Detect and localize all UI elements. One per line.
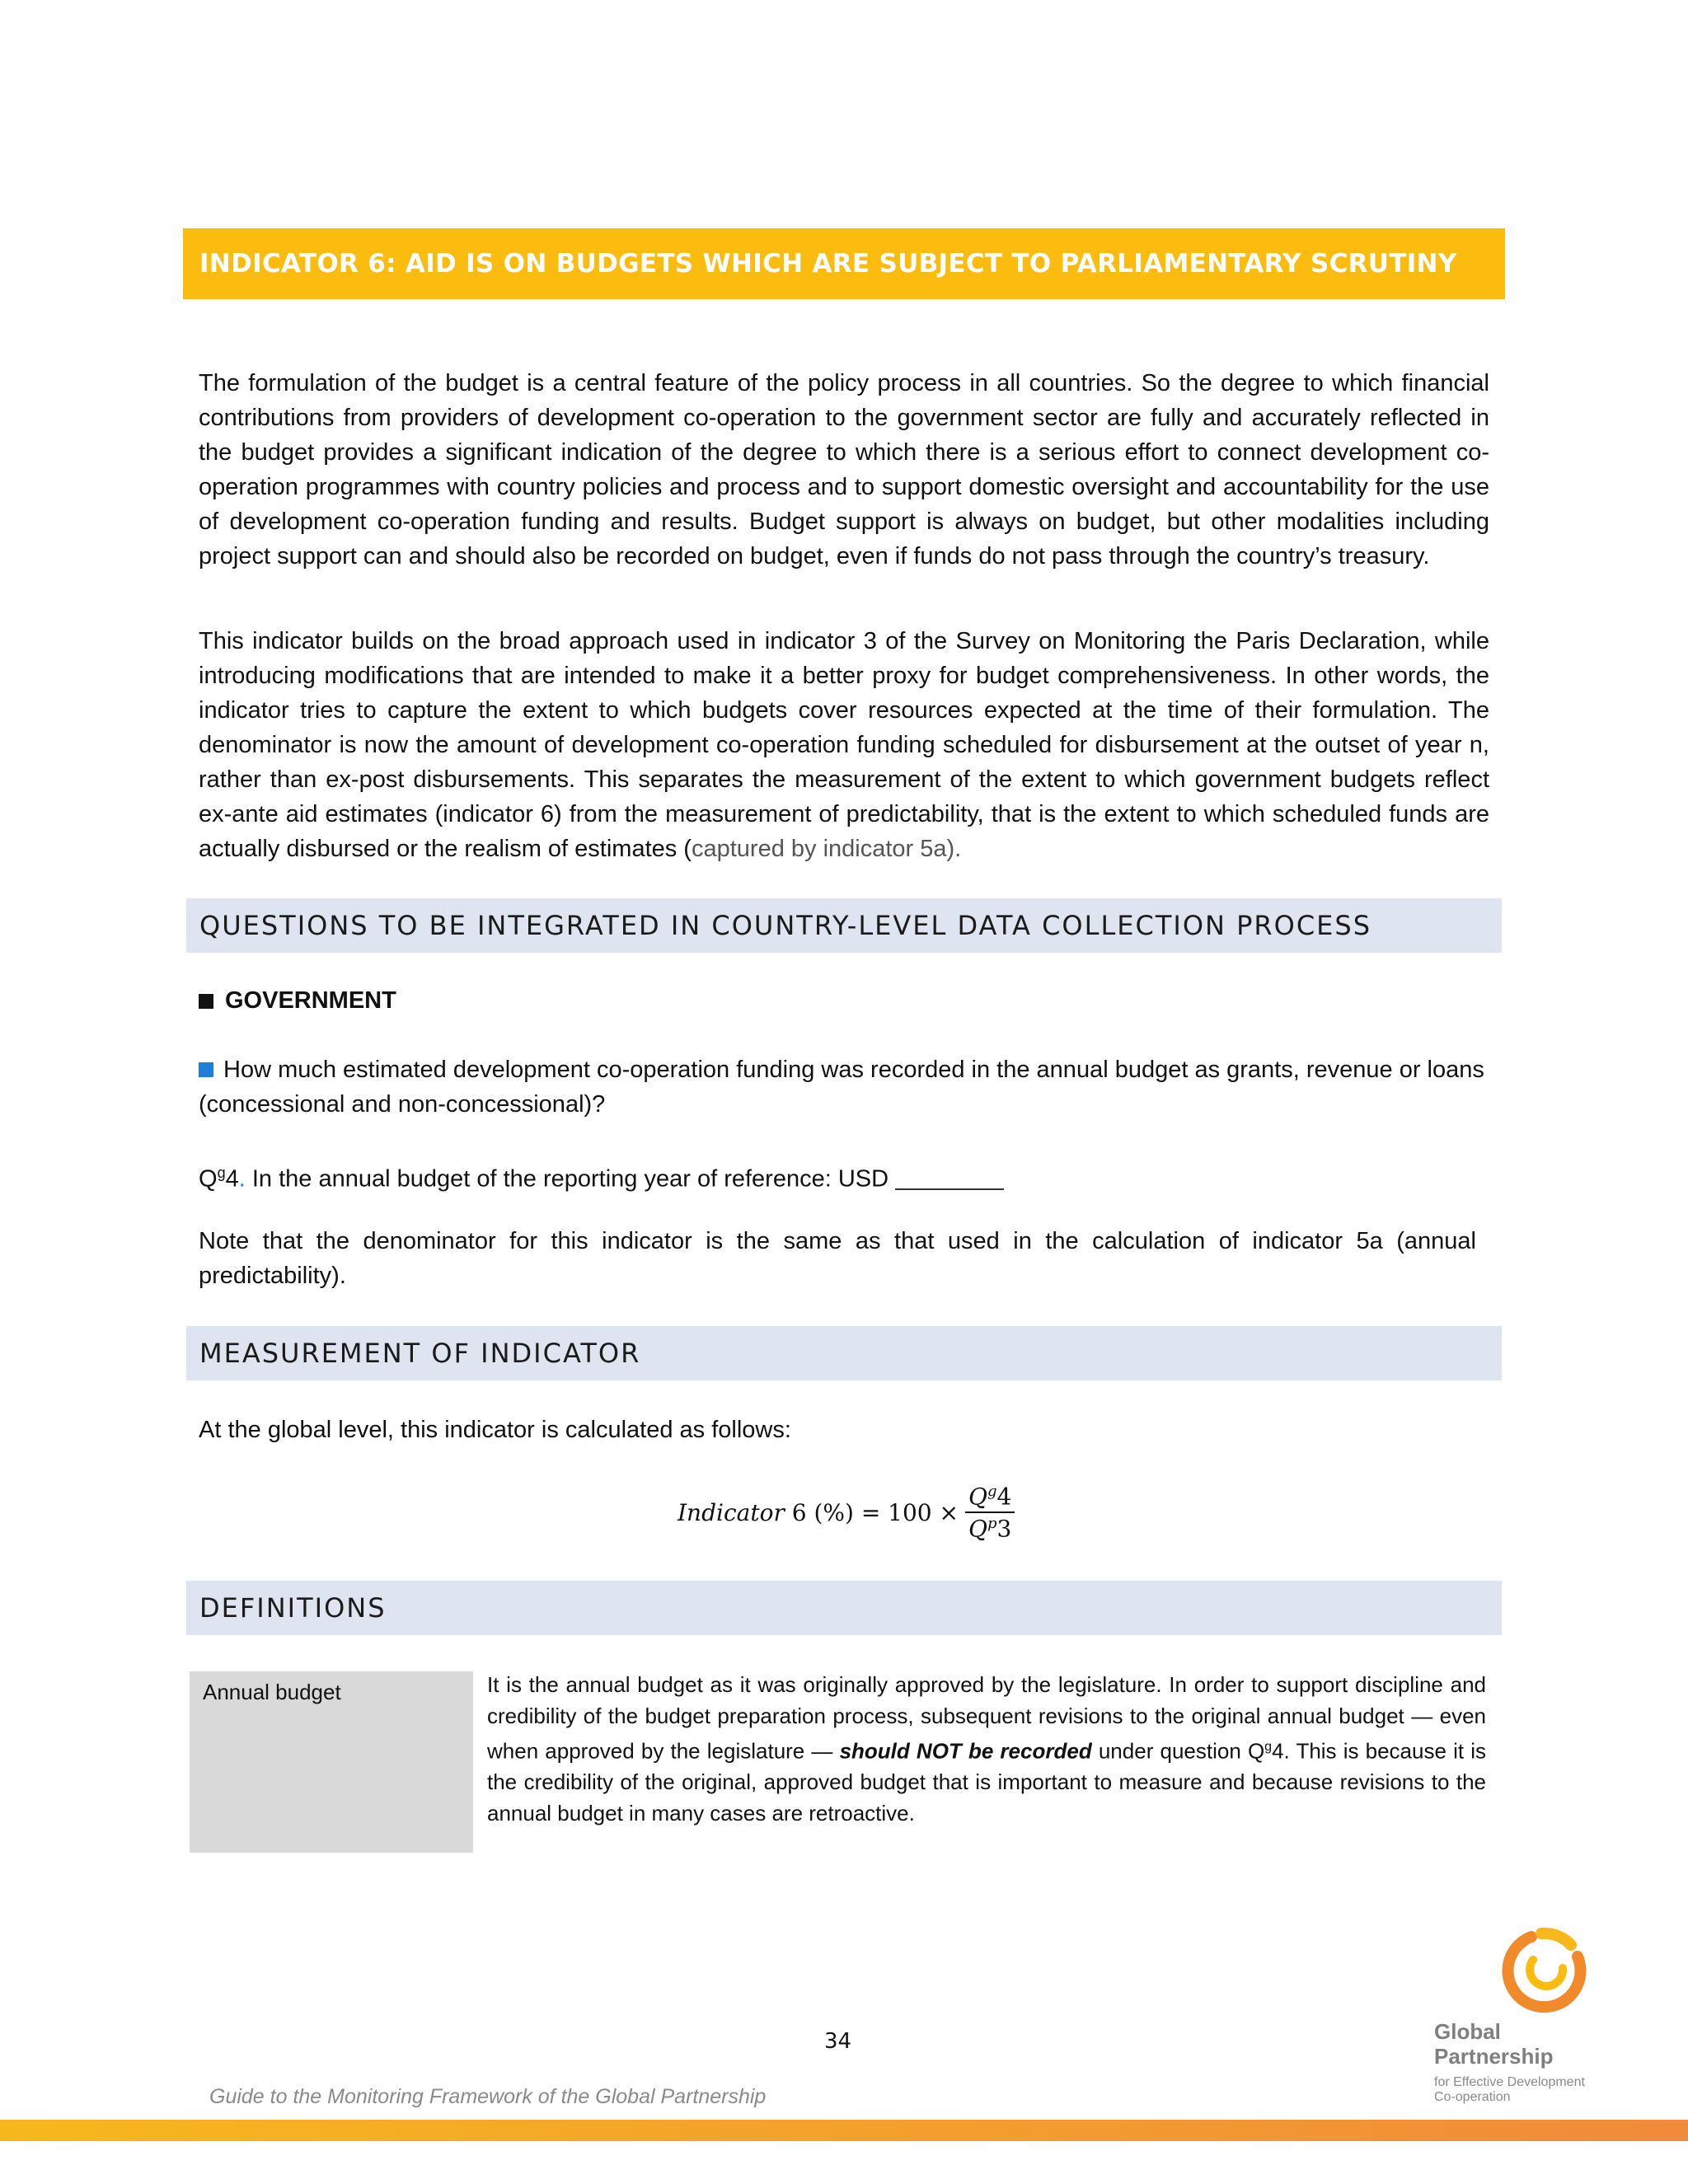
definition-text-a: It is the annual budget as it was originally approved by the legislature. In order to support discipline and credibility of the budget preparation process, subsequent revisions to the original annual budget — even when approved by the legislature — <box>487 1672 1486 1764</box>
definition-text-b: under question Q <box>1091 1738 1265 1764</box>
funding-question-text: How much estimated development co-operation funding was recorded in the annual budget as grants, revenue or loans (concessional and non-concessional)? <box>199 1057 1484 1118</box>
numerator-sup: g <box>987 1482 997 1500</box>
formula-lhs-word: Indicator <box>678 1498 785 1526</box>
intro-paragraph: The formulation of the budget is a central feature of the policy process in all countries. So the degree to which financial contributions from providers of development co-operation to the government sector are fully and accurately reflected in the budget provides a significant indication of the degree to which there is a serious effort to connect development co-operation programmes with country policies and process and to support domestic oversight and accountability for the use of development co-operation funding and results. Budget support is always on budget, but other modalities including project support can and should also be recorded on budget, even if funds do not pass through the country’s treasury. <box>199 370 1489 569</box>
denominator-note: Note that the denominator for this indicator is the same as that used in the calculation of indicator 5a (annual predictability). <box>199 1228 1476 1289</box>
definition-text-c: 4. This is because it is the credibility of the original, approved budget that is important to measure and because revisions to the annual budget in many cases are retroactive. <box>487 1738 1486 1825</box>
formula-lhs-rest: 6 (%) = 100 × <box>784 1498 959 1526</box>
numerator-q: Q <box>968 1483 987 1510</box>
logo-line-partnership: Partnership <box>1434 2044 1554 2069</box>
usd-answer-blank <box>895 1165 1004 1190</box>
formula-fraction <box>965 1483 1015 1543</box>
denominator-q: Q <box>968 1515 987 1543</box>
q-text: In the annual budget of the reporting year of reference: USD <box>245 1165 889 1193</box>
footer-title: Guide to the Monitoring Framework of the Global Partnership <box>209 2085 767 2108</box>
footer-color-stripe <box>0 2120 1688 2141</box>
denominator-number: 3 <box>996 1515 1012 1543</box>
government-heading <box>199 987 396 1015</box>
definition-term: Annual budget <box>190 1671 473 1853</box>
formula-denominator <box>965 1513 1015 1542</box>
question-qg4 <box>199 1155 1004 1197</box>
global-partnership-logo <box>1434 1927 1615 2116</box>
section-questions-heading: QUESTIONS TO BE INTEGRATED IN COUNTRY-LEVEL DATA COLLECTION PROCESS <box>186 898 1502 953</box>
approach-paragraph <box>199 624 1489 866</box>
blue-square-bullet-icon <box>199 1062 213 1077</box>
paragraph-end: . <box>954 836 962 862</box>
formula-numerator <box>965 1483 1015 1513</box>
indicator-formula <box>678 1475 1015 1549</box>
q-letter: Q <box>199 1165 218 1193</box>
denominator-sup: p <box>987 1515 997 1532</box>
logo-line-global: Global <box>1434 2019 1501 2044</box>
numerator-number: 4 <box>996 1483 1012 1510</box>
black-square-bullet-icon <box>199 994 213 1009</box>
section-definitions-heading: DEFINITIONS <box>186 1581 1502 1635</box>
government-heading-label: GOVERNMENT <box>225 987 396 1014</box>
q-number: 4 <box>225 1165 239 1193</box>
partnership-ring-icon <box>1498 1927 1597 2018</box>
section-measurement-heading: MEASUREMENT OF INDICATOR <box>186 1326 1502 1380</box>
approach-paragraph-main: This indicator builds on the broad approach used in indicator 3 of the Survey on Monitoring the Paris Declaration, while introducing modifications that are intended to make it a better proxy for budget comprehensiveness. In other words, the indicator tries to capture the extent to which budgets cover resources expected at the time of their formulation. The denominator is now the amount of development co-operation funding scheduled for disbursement at the outset of year n, rather than ex-post disbursements. This separates the measurement of the extent to which government budgets reflect ex-ante aid estimates (indicator 6) from the measurement of predictability, that is the extent to which scheduled funds are actually disbursed or the realism of estimates ( <box>199 628 1489 862</box>
funding-question <box>199 1052 1489 1122</box>
page-number: 34 <box>824 2029 852 2054</box>
q-dot: . <box>238 1165 246 1193</box>
indicator-5a-reference: captured by indicator 5a) <box>691 836 955 862</box>
q-superscript: g <box>217 1165 226 1181</box>
definition-text <box>487 1670 1486 1829</box>
logo-line-cooperation: Co-operation <box>1434 2090 1511 2104</box>
definition-sup: g <box>1264 1740 1273 1754</box>
logo-line-effective: for Effective Development <box>1434 2075 1585 2089</box>
indicator-title: INDICATOR 6: AID IS ON BUDGETS WHICH ARE SUBJECT TO PARLIAMENTARY SCRUTINY <box>183 228 1505 299</box>
measurement-intro: At the global level, this indicator is calculated as follows: <box>199 1417 791 1443</box>
definition-emphasis: should NOT be recorded <box>839 1738 1092 1764</box>
